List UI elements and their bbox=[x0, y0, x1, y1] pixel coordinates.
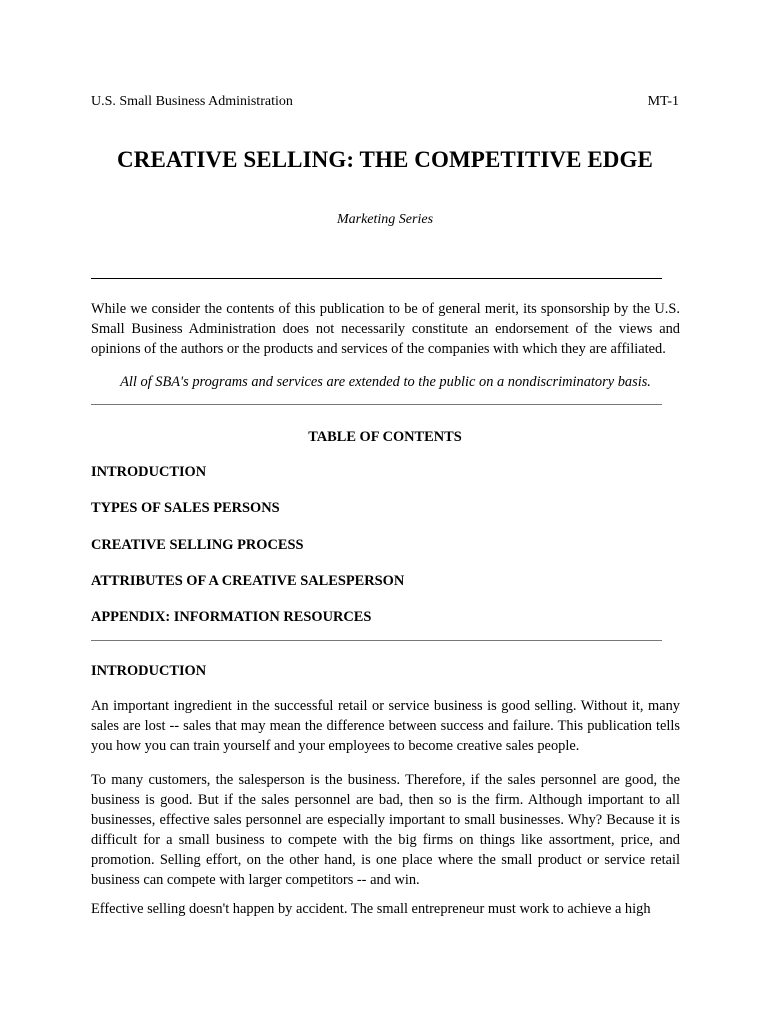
intro-paragraph-2: To many customers, the salesperson is the business. Therefore, if the sales personnel are good, the business is good. But if the sales personnel are bad, then so is the firm. Although important to all businesses, effective sales personnel are especially important to small businesses. Why? Because it is difficult for a small business to compete with the big firms on things like assortment, price, and promotion. Selling effort, on the other hand, is one place where the small product or service retail business can compete with larger competitors -- and win. bbox=[91, 772, 680, 888]
toc-item-creative-selling-process[interactable]: CREATIVE SELLING PROCESS bbox=[91, 537, 304, 553]
intro-paragraph-1: An important ingredient in the successful retail or service business is good selling. Without it, many sales are lost -- sales that may mean the difference between success and failure. This publication tells you how you can train yourself and your employees to become creative sales people. bbox=[91, 698, 680, 754]
series-subtitle: Marketing Series bbox=[336, 212, 434, 227]
divider-before-toc bbox=[91, 404, 662, 405]
top-divider bbox=[91, 278, 662, 279]
divider-after-toc bbox=[91, 640, 662, 641]
intro-paragraph-3: Effective selling doesn't happen by accident. The small entrepreneur must work to achieve a high bbox=[91, 901, 651, 917]
header-agency: U.S. Small Business Administration bbox=[91, 94, 293, 109]
header-document-code: MT-1 bbox=[647, 94, 679, 109]
toc-item-introduction[interactable]: INTRODUCTION bbox=[91, 464, 207, 480]
disclaimer-paragraph: While we consider the contents of this publication to be of general merit, its sponsorship by the U.S. Small Business Administration does not necessarily constitute an endorsement of the views and opinions of the authors or the products and services of the companies with which they are affiliated. bbox=[91, 301, 680, 357]
toc-item-appendix[interactable]: APPENDIX: INFORMATION RESOURCES bbox=[91, 609, 372, 625]
document-title: CREATIVE SELLING: THE COMPETITIVE EDGE bbox=[117, 147, 653, 172]
toc-item-attributes[interactable]: ATTRIBUTES OF A CREATIVE SALESPERSON bbox=[91, 573, 405, 589]
section-heading-introduction: INTRODUCTION bbox=[91, 663, 207, 679]
toc-heading: TABLE OF CONTENTS bbox=[308, 429, 462, 445]
toc-item-types-of-sales-persons[interactable]: TYPES OF SALES PERSONS bbox=[91, 500, 280, 516]
nondiscrimination-statement: All of SBA's programs and services are extended to the public on a nondiscriminatory basis. bbox=[120, 374, 651, 390]
